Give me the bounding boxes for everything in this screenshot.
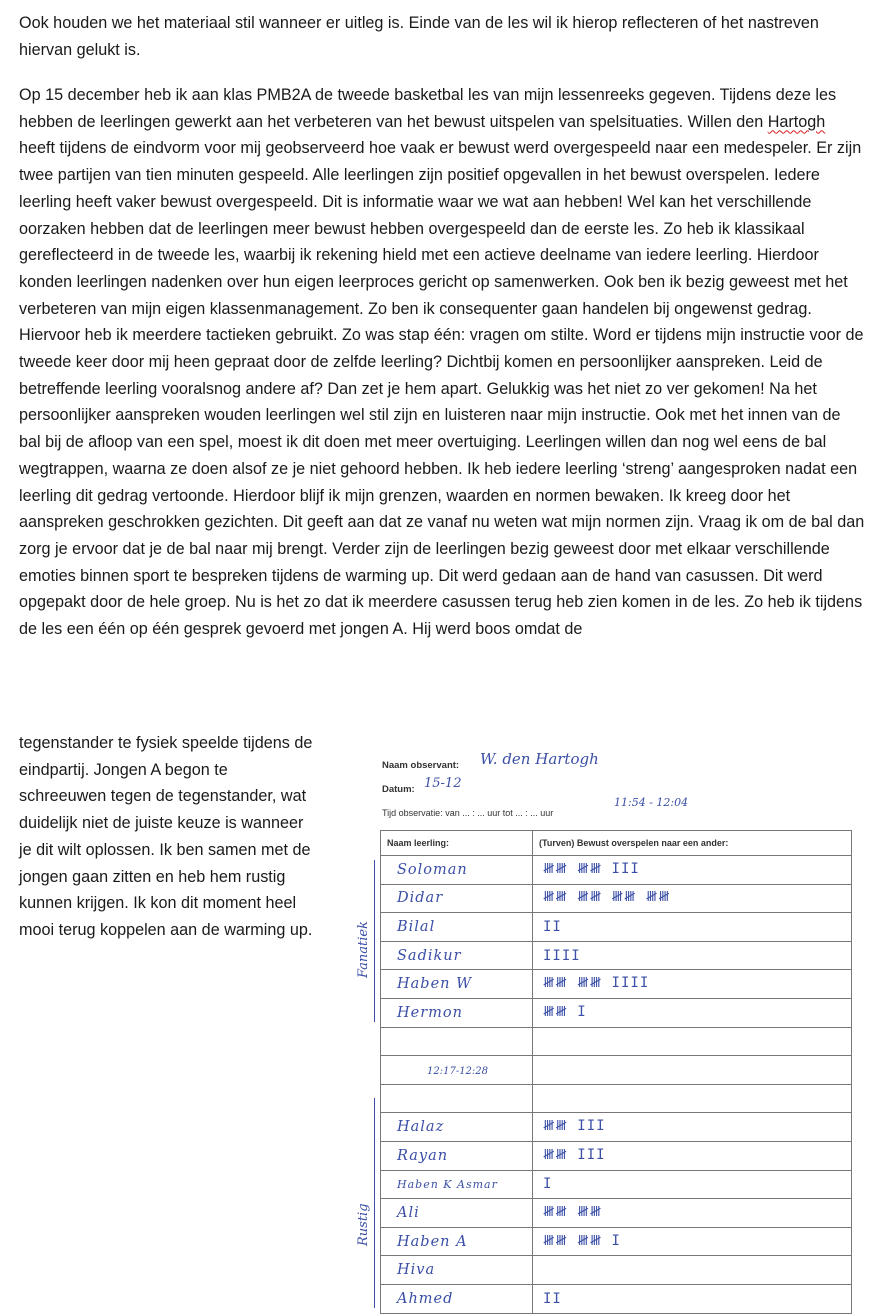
table-header-row <box>381 831 852 856</box>
tally-marks: IIII <box>543 947 581 964</box>
date-value: 15-12 <box>424 776 462 791</box>
time-value: 11:54 - 12:04 <box>614 796 689 809</box>
col-name-header: Naam leerling: <box>381 831 533 856</box>
paragraph-intro: Ook houden we het materiaal stil wanneer er uitleg is. Einde van de les wil ik hierop reflecteren of het nastreven hiervan gelukt is. <box>19 14 819 59</box>
table-row <box>381 998 852 1027</box>
group1-bracket <box>374 860 375 1022</box>
table-row <box>381 1170 852 1199</box>
student-name: Ahmed <box>397 1290 454 1307</box>
table-row <box>381 913 852 942</box>
student-name: Haben W <box>397 976 473 993</box>
student-name: Rayan <box>397 1147 449 1164</box>
student-name: Hermon <box>397 1004 463 1021</box>
tally-marks: II <box>543 1290 562 1307</box>
table-row <box>381 884 852 913</box>
tally-marks: 𝍸𝍸 𝍸𝍸 IIII <box>543 975 650 992</box>
table-row <box>381 1256 852 1285</box>
paragraph-wrapped: tegenstander te fysiek speelde tijdens de eindpartij. Jongen A begon te schreeuwen tegen de tegenstander, wat duidelijk niet de juiste keuze is wanneer je dit wilt oplossen. Ik ben samen met de jongen gaan zitten en heb hem rustig kunnen krijgen. Ik kon dit moment heel mooi terug koppelen aan de warming up. <box>19 734 313 939</box>
time-label: Tijd observatie: van ... : ... uur tot ... : ... uur <box>382 808 554 818</box>
paragraph-main-rest: heeft tijdens de eindvorm voor mij geobserveerd hoe vaak er bewust werd overgespeeld naar een medespeler. Er zijn twee partijen van tien minuten gespeeld. Alle leerlingen zijn positief opgevallen in het bewust overspelen. Iedere leerling heeft vaker bewust overgespeeld. Dit is informatie waar we wat aan hebben! Wel kan het verschillende oorzaken hebben dat de leerlingen meer bewust hebben overgespeeld dan de eerste les. Zo heb ik klassikaal gereflecteerd in de tweede les, waarbij ik rekening hield met een actieve deelname van iedere leerling. Hierdoor konden leerlingen nadenken over hun eigen leerproces gericht op samenwerken. Ook ben ik bezig geweest met het verbeteren van mijn eigen klassenmanagement. Zo ben ik consequenter gaan handelen bij ongewenst gedrag. Hiervoor heb ik meerdere tactieken gebruikt. Zo was stap één: vragen om stilte. Word er tijdens mijn instructie voor de tweede keer door mij heen gepraat door de zelfde leerling? Dichtbij komen en persoonlijker aanspreken. Leid de betreffende leerling vooralsnog andere af? Dan zet je hem apart. Gelukkig was het niet zo ver gekomen! Na het persoonlijker aanspreken wouden leerlingen wel stil zijn en luisteren naar mijn instructie. Ook met het innen van de bal bij de afloop van een spel, moest ik dit doen met meer overtuiging. Leerlingen willen dan nog wel eens de bal wegtrappen, waarna ze doen alsof ze je niet gehoord hebben. Ik heb iedere leerling ‘streng’ aangesproken nadat een leerling dit gedrag vertoonde. Hierdoor blijf ik mijn grenzen, waarden en normen bewaken. Ik kreeg door het aanspreken geschrokken gezichten. Dit geeft aan dat ze vanaf nu weten wat mijn normen zijn. Vraag ik om de bal dan zorg je ervoor dat je de bal naar mij brengt. Verder zijn de leerlingen bezig geweest door met elkaar verschillende emoties binnen sport te bespreken tijdens de warming up. Dit werd gedaan aan de hand van casussen. Dit werd opgepakt door de hele groep. Nu is het zo dat ik meerdere casussen terug heb zien komen in de les. Zo heb ik tijdens de les een één op één gesprek gevoerd met jongen A. Hij werd boos omdat de <box>19 139 865 639</box>
student-name: Bilal <box>397 918 436 935</box>
tally-marks: 𝍸𝍸 𝍸𝍸 <box>543 1203 603 1220</box>
col-tally-header: (Turven) Bewust overspelen naar een ander: <box>533 831 852 856</box>
table-row-empty <box>381 1027 852 1056</box>
group2-bracket <box>374 1098 375 1308</box>
table-row <box>381 1113 852 1142</box>
group1-label: Fanatiek <box>356 921 371 978</box>
tally-marks: 𝍸𝍸 𝍸𝍸 I <box>543 1232 621 1249</box>
table-row <box>381 1284 852 1313</box>
tally-marks: I <box>543 1176 553 1193</box>
paragraph-main-start: Op 15 december heb ik aan klas PMB2A de tweede basketbal les van mijn lessenreeks gegeven. Tijdens deze les hebben de leerlingen gewerkt aan het verbeteren van het bewust uitspelen van spelsituaties. Willen den <box>19 86 837 131</box>
observer-label: Naam observant: <box>382 760 460 771</box>
student-name: Sadikur <box>397 947 462 964</box>
table-row <box>381 970 852 999</box>
student-name: Halaz <box>397 1119 445 1136</box>
table-row <box>381 1227 852 1256</box>
table-row <box>381 941 852 970</box>
tally-marks: 𝍸𝍸 III <box>543 1146 606 1163</box>
tally-marks: 𝍸𝍸 III <box>543 1118 606 1135</box>
student-name: Haben K Asmar <box>397 1178 498 1192</box>
student-name: Hiva <box>397 1262 436 1279</box>
student-name: Haben A <box>397 1233 468 1250</box>
paragraph-main <box>19 82 865 643</box>
student-name: Didar <box>397 890 444 907</box>
table-row-empty <box>381 1084 852 1113</box>
table-row <box>381 1199 852 1228</box>
tally-marks: 𝍸𝍸 I <box>543 1003 587 1020</box>
group2-label: Rustig <box>356 1203 371 1246</box>
tally-marks: 𝍸𝍸 𝍸𝍸 III <box>543 860 640 877</box>
student-name: Soloman <box>397 861 468 878</box>
date-label: Datum: <box>382 784 415 795</box>
student-name: Ali <box>397 1204 420 1221</box>
observation-table <box>380 830 852 1314</box>
tally-marks: II <box>543 918 562 935</box>
tally-marks: 𝍸𝍸 𝍸𝍸 𝍸𝍸 𝍸𝍸 <box>543 889 671 906</box>
observer-value: W. den Hartogh <box>480 750 599 768</box>
table-row <box>381 1141 852 1170</box>
observation-form-image <box>352 742 862 1312</box>
table-row <box>381 856 852 885</box>
mid-time: 12:17-12:28 <box>427 1065 489 1077</box>
spellcheck-flagged-word[interactable]: Hartogh <box>767 112 826 131</box>
table-row-mid-time <box>381 1056 852 1085</box>
